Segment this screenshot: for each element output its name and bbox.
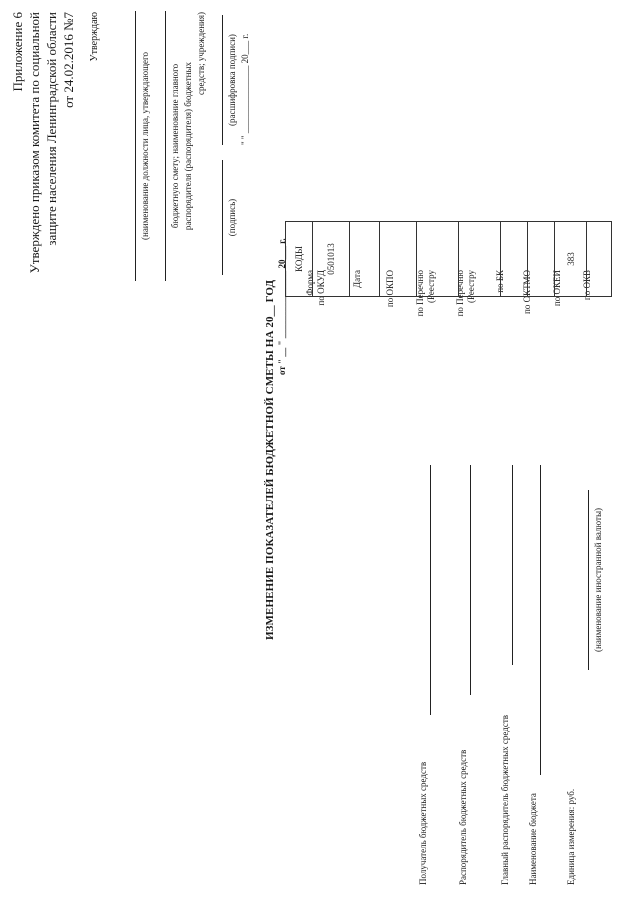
code-label-okpo: по ОКПО xyxy=(385,270,395,308)
caption-line-3: распорядителя (распорядителя) бюджетных xyxy=(183,61,193,231)
code-okei: 383 xyxy=(555,222,587,297)
code-registry-2 xyxy=(459,222,501,297)
approve-word: Утверждаю xyxy=(89,12,100,62)
position-line-2 xyxy=(165,11,166,281)
field-distributor: Распорядитель бюджетных средств xyxy=(458,749,468,885)
caption-line-2: бюджетную смету; наименование главного xyxy=(170,63,180,229)
currency-line xyxy=(588,490,589,670)
code-bk xyxy=(501,222,528,297)
currency-caption: (наименование иностранной валюты) xyxy=(593,508,603,652)
approve-date-template: " " _______________ 20___ г. xyxy=(240,33,250,145)
caption-line-4: средств; учреждения) xyxy=(196,12,206,95)
code-okud: 0501013 xyxy=(313,222,350,297)
codes-header: КОДЫ xyxy=(286,222,313,297)
document-title: ИЗМЕНЕНИЕ ПОКАЗАТЕЛЕЙ БЮДЖЕТНОЙ СМЕТЫ НА 20__ ГОД xyxy=(264,279,276,640)
decoding-caption: (расшифровка подписи) xyxy=(227,34,237,126)
code-label-okei: по ОКЕИ xyxy=(552,270,562,307)
code-label-oktmo: по ОКТМО xyxy=(522,270,532,314)
codes-table xyxy=(285,221,612,297)
approved-line-3: от 24.02.2016 №7 xyxy=(61,12,76,108)
code-date xyxy=(350,222,380,297)
budget-name-line xyxy=(540,465,541,775)
signature-caption: (подпись) xyxy=(227,198,237,237)
code-registry-1 xyxy=(417,222,459,297)
signature-line xyxy=(222,160,223,275)
code-label-date: Дата xyxy=(352,270,362,288)
appendix-title: Приложение 6 xyxy=(10,12,25,92)
field-recipient: Получатель бюджетных средств xyxy=(418,761,428,885)
document-date-line: от " __ " _______________ 20___ г. xyxy=(277,238,287,375)
code-label-registry-1: по Перечню (Реестру xyxy=(415,270,436,317)
approved-line-1: Утверждено приказом комитета по социальной xyxy=(27,12,42,274)
position-caption: (наименование должности лица, утверждающего xyxy=(140,52,150,240)
field-main-distributor: Главный распорядитель бюджетных средств xyxy=(500,715,510,885)
position-line xyxy=(135,11,136,281)
distributor-line xyxy=(470,465,471,695)
main-distributor-line xyxy=(512,465,513,665)
field-budget-name: Наименование бюджета xyxy=(528,793,538,885)
code-label-registry-2: по Перечню (Реестру xyxy=(455,270,476,317)
decoding-line xyxy=(222,15,223,145)
field-unit: Единица измерения: руб. xyxy=(566,788,576,885)
approved-line-2: защите населения Ленинградской области xyxy=(44,12,59,246)
code-label-bk: по БК xyxy=(495,270,505,293)
code-okv xyxy=(587,222,612,297)
code-label-okv: по ОКВ xyxy=(582,270,592,301)
code-label-okud: Форма по ОКУД xyxy=(305,270,326,306)
code-okpo xyxy=(380,222,417,297)
code-oktmo xyxy=(528,222,555,297)
recipient-line xyxy=(430,465,431,715)
